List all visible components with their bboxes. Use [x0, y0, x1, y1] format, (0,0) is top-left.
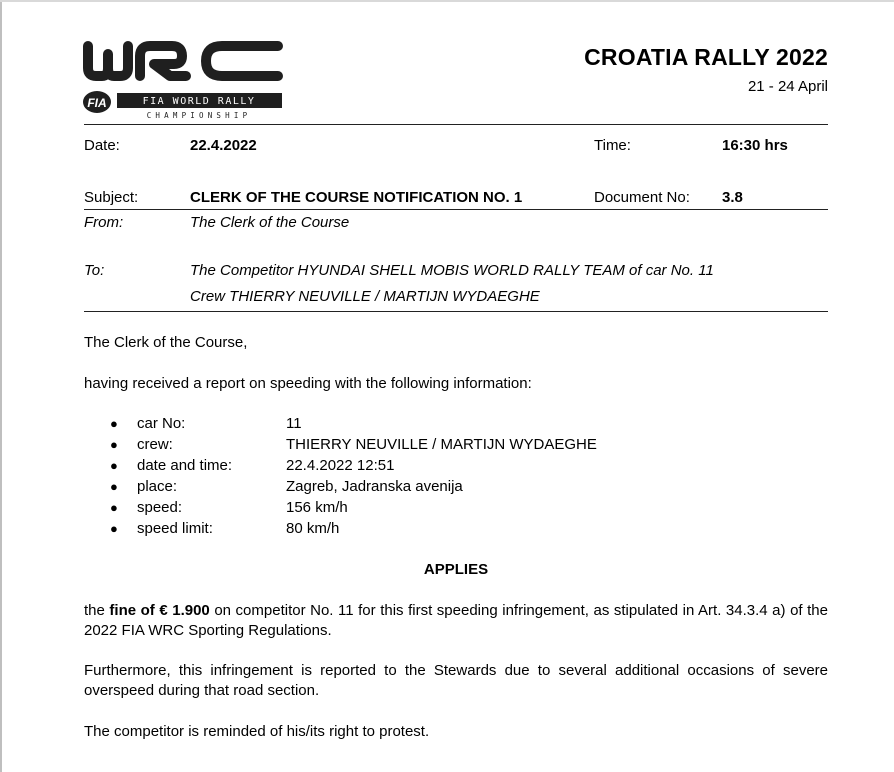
bullet-icon: ●: [110, 437, 118, 452]
list-item: [110, 478, 710, 499]
decision-pre: the: [84, 602, 110, 619]
bullet-icon: ●: [110, 479, 118, 494]
furthermore-paragraph: Furthermore, this infringement is reported to the Stewards due to several additional occasions of severe overspeed during that road section.: [84, 662, 828, 699]
list-item: [110, 457, 710, 478]
detail-label: car No:: [137, 415, 186, 432]
series-text: FIA WORLD RALLY: [142, 96, 256, 107]
detail-value: 80 km/h: [286, 520, 340, 537]
opening-line: The Clerk of the Course,: [84, 334, 248, 351]
bullet-icon: ●: [110, 521, 118, 536]
bullet-icon: ●: [110, 416, 118, 431]
list-item: [110, 436, 710, 457]
to-label: To:: [84, 262, 105, 279]
subject-label: Subject:: [84, 189, 139, 206]
detail-label: speed limit:: [137, 520, 213, 537]
date-value: 22.4.2022: [190, 137, 257, 154]
to-line-2: Crew THIERRY NEUVILLE / MARTIJN WYDAEGHE: [190, 288, 540, 305]
detail-value: Zagreb, Jadranska avenija: [286, 478, 463, 495]
detail-label: date and time:: [137, 457, 233, 474]
protest-reminder: The competitor is reminded of his/its right to protest.: [84, 723, 430, 740]
to-line-1: The Competitor HYUNDAI SHELL MOBIS WORLD RALLY TEAM of car No. 11: [190, 262, 714, 279]
detail-value: 11: [286, 415, 302, 432]
detail-label: speed:: [137, 499, 183, 516]
page-left-edge: [0, 0, 2, 772]
detail-label: crew:: [137, 436, 173, 453]
bullet-icon: ●: [110, 500, 118, 515]
detail-value: 22.4.2022 12:51: [286, 457, 395, 474]
wrc-wordmark-graphic: [82, 38, 284, 120]
bullet-icon: ●: [110, 458, 118, 473]
wrc-logo: [82, 38, 284, 120]
recipient-divider: [84, 311, 828, 312]
detail-value: 156 km/h: [286, 499, 348, 516]
event-title: CROATIA RALLY 2022: [584, 44, 828, 70]
time-value: 16:30 hrs: [722, 137, 788, 154]
document-no-value: 3.8: [722, 189, 743, 206]
decision-post: on competitor No. 11 for this first speeding infringement, as stipulated in Art. 34.3.4 a) of the 2022 FIA WRC Sporting Regulations.: [84, 602, 828, 639]
subject-divider: [84, 209, 828, 210]
header-divider: [84, 124, 828, 125]
time-label: Time:: [594, 137, 631, 154]
list-item: [110, 499, 710, 520]
decision-paragraph: [84, 601, 828, 641]
detail-value: THIERRY NEUVILLE / MARTIJN WYDAEGHE: [286, 436, 597, 453]
list-item: [110, 520, 710, 541]
detail-label: place:: [137, 478, 178, 495]
intro-line: having received a report on speeding with the following information:: [84, 375, 532, 392]
event-dates: 21 - 24 April: [747, 78, 828, 95]
details-list: [110, 415, 710, 541]
date-label: Date:: [84, 137, 120, 154]
subject-value: CLERK OF THE COURSE NOTIFICATION NO. 1: [190, 189, 523, 206]
applies-heading: APPLIES: [423, 561, 489, 578]
page-top-edge: [0, 0, 894, 2]
fia-text: FIA: [87, 96, 107, 110]
from-label: From:: [84, 214, 124, 231]
document-no-label: Document No:: [594, 189, 690, 206]
championship-text: CHAMPIONSHIP: [146, 111, 252, 120]
from-value: The Clerk of the Course: [190, 214, 350, 231]
list-item: [110, 415, 710, 436]
fine-amount: fine of € 1.900: [109, 602, 210, 619]
